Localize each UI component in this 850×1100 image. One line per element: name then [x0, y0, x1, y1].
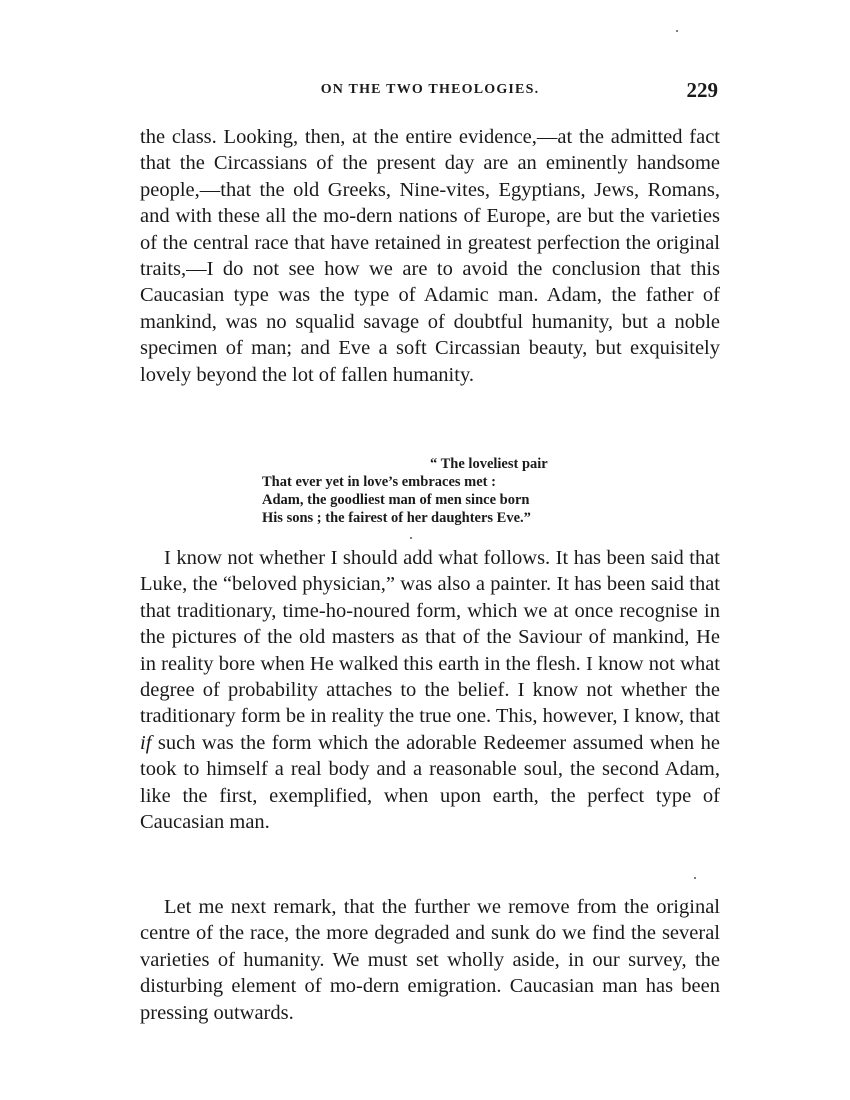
- running-title: ON THE TWO THEOLOGIES.: [320, 82, 540, 97]
- verse-line-2: That ever yet in love’s embraces met :: [262, 474, 496, 490]
- paragraph-3-text: Let me next remark, that the further we remove from the original centre of the race, the more degraded and sunk do we find the several varieties of humanity. We must set wholly aside, in our survey, the disturbing element of mo-dern emigration. Caucasian man has been pressing outwards.: [140, 896, 720, 1024]
- paragraph-2: [140, 545, 720, 835]
- speck-mark: [694, 877, 696, 879]
- verse-line-1: “ The loveliest pair: [430, 456, 548, 472]
- verse-line-4: His sons ; the fairest of her daughters Eve.”: [262, 510, 531, 526]
- paragraph-2-part-2: such was the form which the adorable Redeemer assumed when he took to himself a real body and a reasonable soul, the second Adam, like the first, exemplified, when upon earth, the perfect type of Caucasian man.: [140, 731, 720, 834]
- speck-mark: [410, 537, 412, 539]
- paragraph-3: [140, 894, 720, 1026]
- verse-line-3: Adam, the goodliest man of men since born: [262, 492, 530, 508]
- page-number: 229: [686, 78, 718, 102]
- speck-mark: [676, 30, 678, 32]
- paragraph-1-text: the class. Looking, then, at the entire evidence,—at the admitted fact that the Circassians of the present day are an eminently handsome people,—that the old Greeks, Nine-vites, Egyptians, Jews, Romans, and with these all the mo-dern nations of Europe, are but the varieties of the central race that have retained in greatest perfection the original traits,—I do not see how we are to avoid the conclusion that this Caucasian type was the type of Adamic man. Adam, the father of mankind, was no squalid savage of doubtful humanity, but a noble specimen of man; and Eve a soft Circassian beauty, but exquisitely lovely beyond the lot of fallen humanity.: [140, 126, 720, 386]
- verse-quotation: [262, 455, 622, 527]
- page-header: [140, 78, 720, 102]
- paragraph-1: [140, 124, 720, 388]
- paragraph-2-part-1: I know not whether I should add what follows. It has been said that Luke, the “beloved physician,” was also a painter. It has been said that that traditionary, time-ho-noured form, which we at once recognise in the pictures of the old masters as that of the Saviour of mankind, He in reality bore when He walked this earth in the flesh. I know not what degree of probability attaches to the belief. I know not whether the traditionary form be in reality the true one. This, however, I know, that: [140, 547, 720, 728]
- paragraph-2-emphasis: if: [140, 731, 152, 754]
- paragraph-2-text: [140, 545, 720, 835]
